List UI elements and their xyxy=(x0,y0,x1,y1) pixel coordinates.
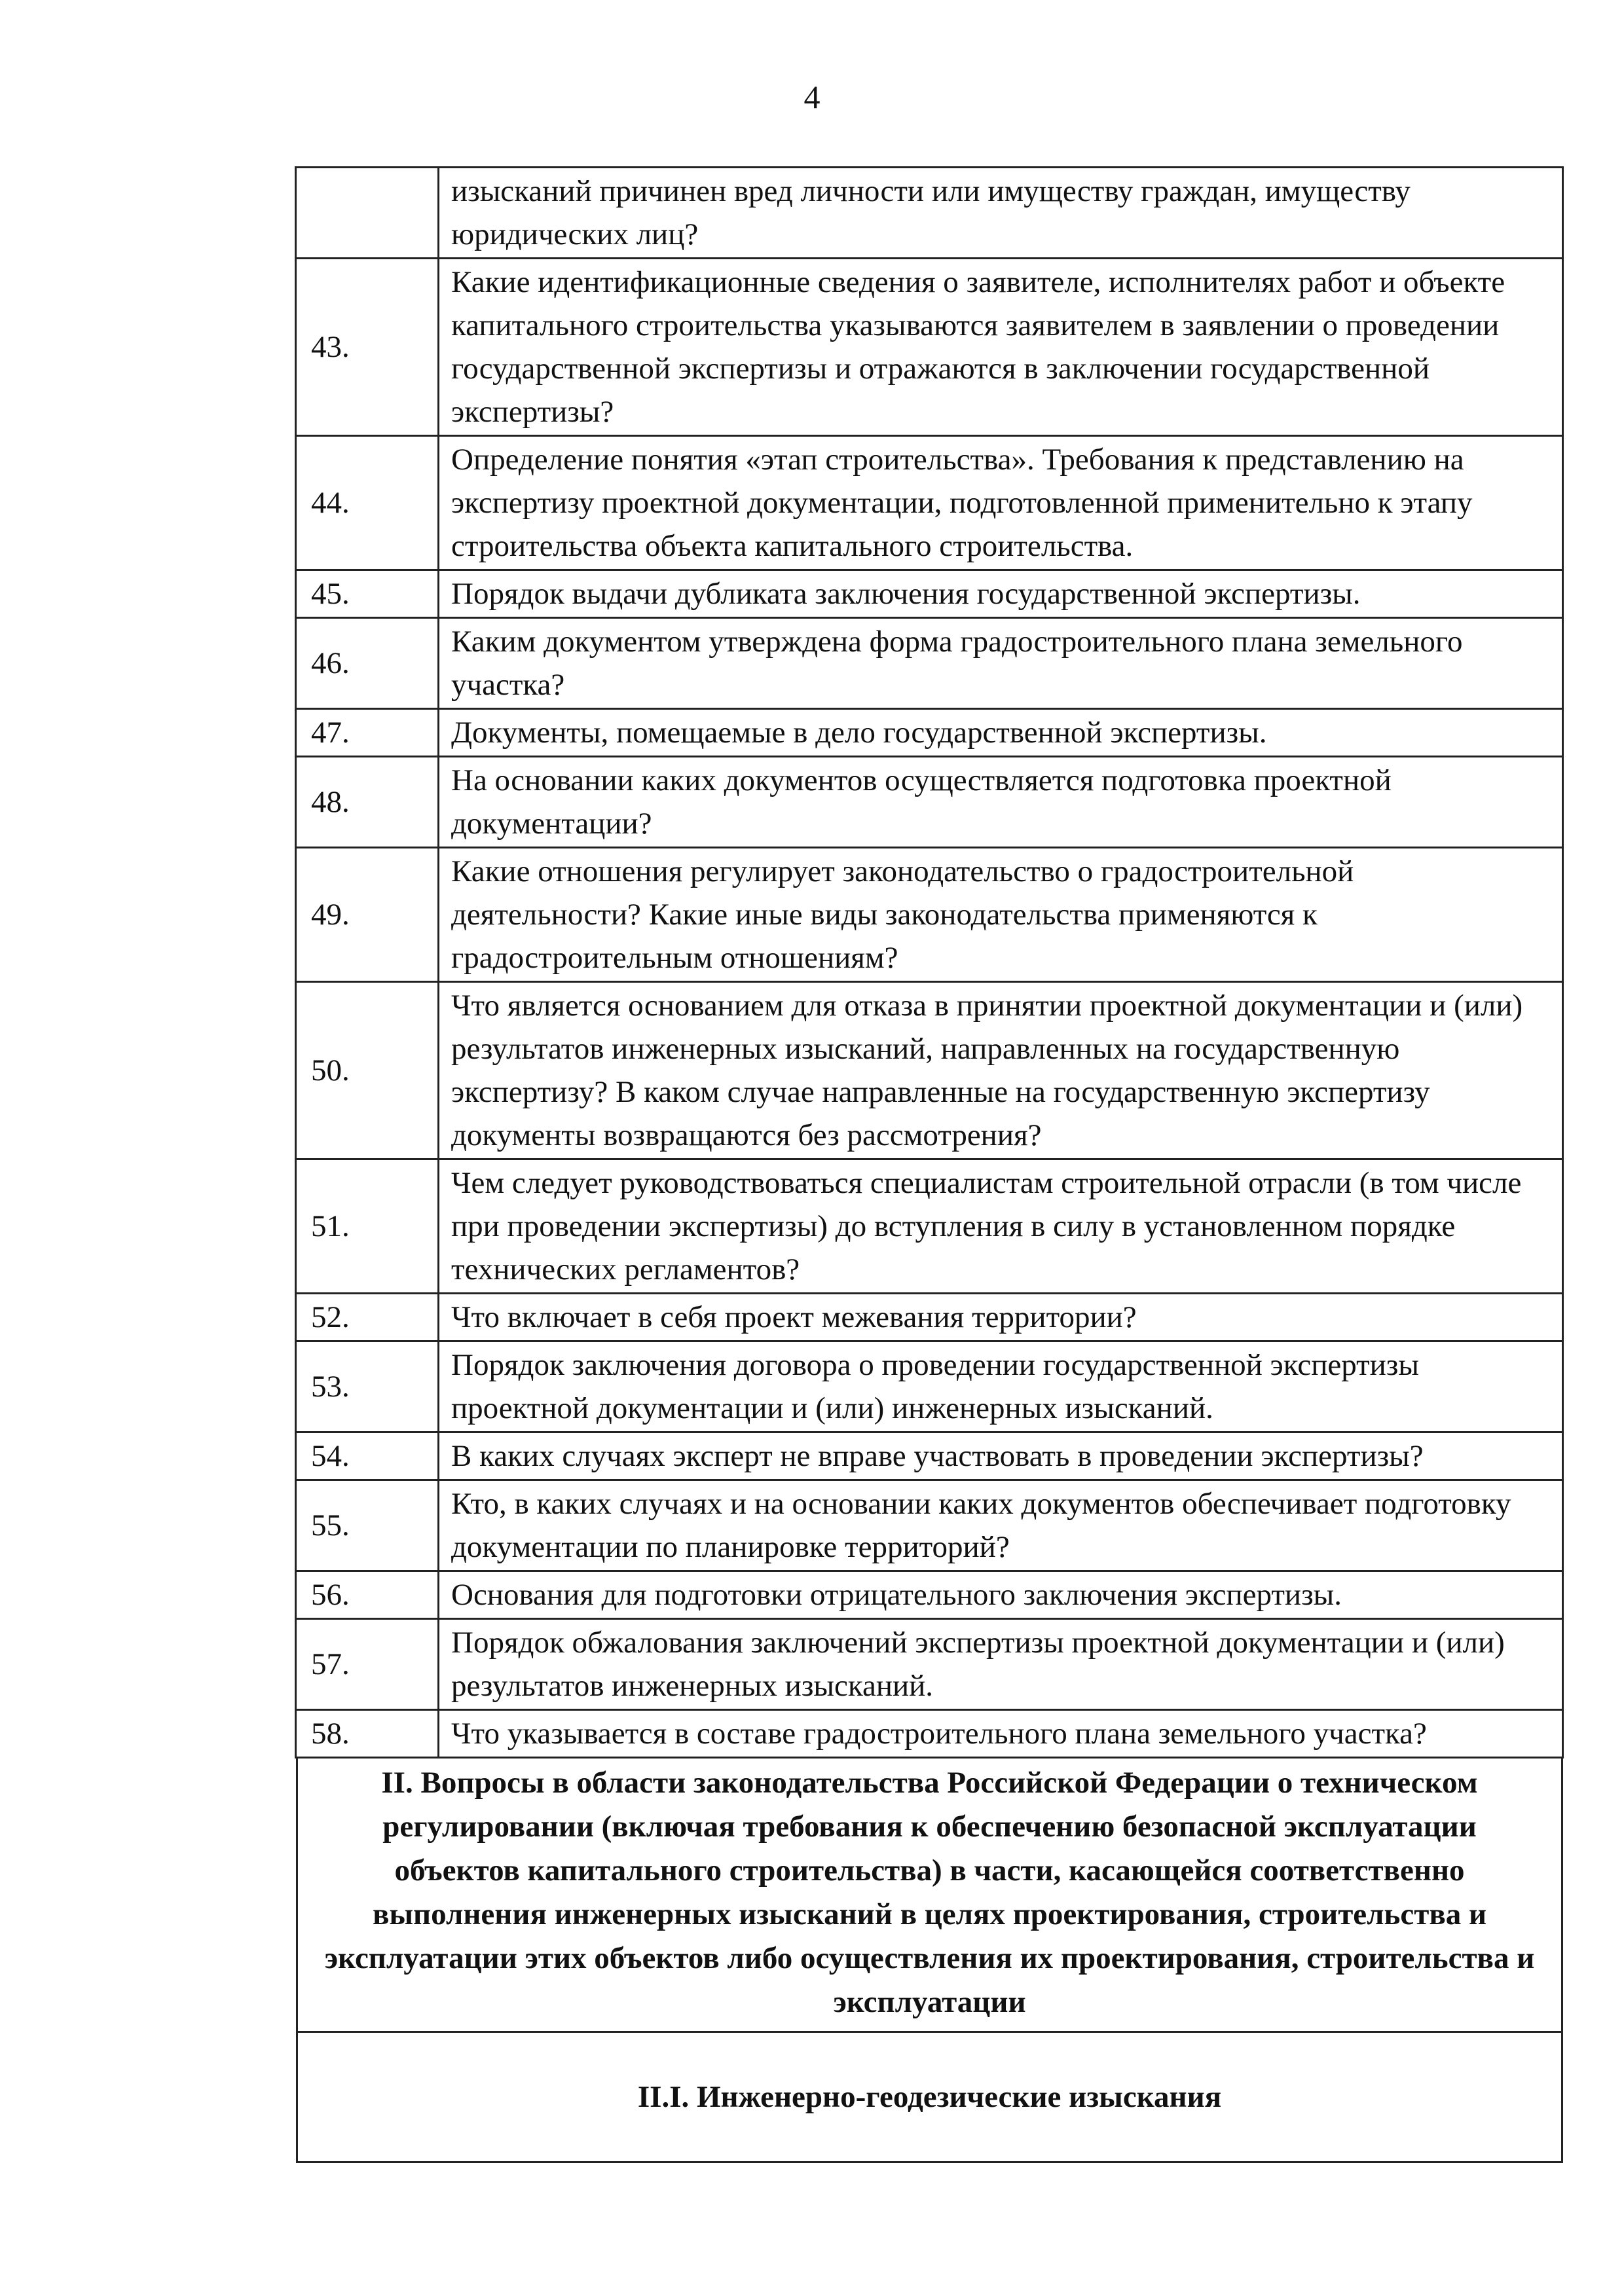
question-number xyxy=(296,168,439,259)
question-number: 53. xyxy=(296,1341,439,1432)
question-text: Документы, помещаемые в дело государственной экспертизы. xyxy=(439,709,1563,757)
table-row xyxy=(296,259,1563,436)
question-number: 49. xyxy=(296,848,439,982)
question-text: Что является основанием для отказа в принятии проектной документации и (или) результатов инженерных изысканий, направленных на государственную экспертизу? В каком случае направленные на государственную экспертизу документы возвращаются без рассмотрения? xyxy=(439,982,1563,1159)
table-row xyxy=(296,1341,1563,1432)
question-text: В каких случаях эксперт не вправе участвовать в проведении экспертизы? xyxy=(439,1432,1563,1480)
question-number: 58. xyxy=(296,1710,439,1758)
question-text: Каким документом утверждена форма градостроительного плана земельного участка? xyxy=(439,618,1563,709)
question-number: 43. xyxy=(296,259,439,436)
table-row xyxy=(296,1571,1563,1619)
question-number: 55. xyxy=(296,1480,439,1571)
question-number: 54. xyxy=(296,1432,439,1480)
table-row xyxy=(296,1480,1563,1571)
question-text: Кто, в каких случаях и на основании каких документов обеспечивает подготовку документации по планировке территорий? xyxy=(439,1480,1563,1571)
table-row xyxy=(296,1294,1563,1341)
question-number: 56. xyxy=(296,1571,439,1619)
table-row xyxy=(296,618,1563,709)
question-number: 52. xyxy=(296,1294,439,1341)
question-text: Что включает в себя проект межевания территории? xyxy=(439,1294,1563,1341)
table-row xyxy=(296,1159,1563,1294)
table-row xyxy=(296,1432,1563,1480)
table-row xyxy=(296,1619,1563,1710)
question-number: 44. xyxy=(296,436,439,570)
question-text: Что указывается в составе градостроительного плана земельного участка? xyxy=(439,1710,1563,1758)
table-row xyxy=(296,982,1563,1159)
table-row xyxy=(296,757,1563,848)
question-number: 57. xyxy=(296,1619,439,1710)
question-number: 45. xyxy=(296,570,439,618)
question-text: Какие отношения регулирует законодательство о градостроительной деятельности? Какие иные виды законодательства применяются к градостроительным отношениям? xyxy=(439,848,1563,982)
question-number: 48. xyxy=(296,757,439,848)
table-row xyxy=(296,436,1563,570)
questions-table xyxy=(295,166,1564,1758)
question-text: Порядок выдачи дубликата заключения государственной экспертизы. xyxy=(439,570,1563,618)
question-text: Какие идентификационные сведения о заявителе, исполнителях работ и объекте капитального строительства указываются заявителем в заявлении о проведении государственной экспертизы и отражаются в заключении государственной экспертизы? xyxy=(439,259,1563,436)
question-text: изысканий причинен вред личности или имуществу граждан, имуществу юридических лиц? xyxy=(439,168,1563,259)
table-row xyxy=(296,1710,1563,1758)
page-number: 4 xyxy=(803,79,821,115)
question-text: Порядок заключения договора о проведении государственной экспертизы проектной документации и (или) инженерных изысканий. xyxy=(439,1341,1563,1432)
question-text: На основании каких документов осуществляется подготовка проектной документации? xyxy=(439,757,1563,848)
question-text: Основания для подготовки отрицательного заключения экспертизы. xyxy=(439,1571,1563,1619)
question-number: 47. xyxy=(296,709,439,757)
question-number: 46. xyxy=(296,618,439,709)
subsection-heading: II.I. Инженерно-геодезические изыскания xyxy=(637,2080,1222,2114)
question-text: Чем следует руководствоваться специалистам строительной отрасли (в том числе при проведении экспертизы) до вступления в силу в установленном порядке технических регламентов? xyxy=(439,1159,1563,1294)
question-text: Определение понятия «этап строительства». Требования к представлению на экспертизу проектной документации, подготовленной применительно к этапу строительства объекта капитального строительства. xyxy=(439,436,1563,570)
question-number: 50. xyxy=(296,982,439,1159)
table-row xyxy=(296,570,1563,618)
section-heading: II. Вопросы в области законодательства Российской Федерации о техническом регулировании (включая требования к обеспечению безопасной эксплуатации объектов капитального строительства) в части, касающейся соответственно выполнения инженерных изысканий в целях проектирования, строительства и эксплуатации этих объектов либо осуществления их проектирования, строительства и эксплуатации xyxy=(298,1758,1561,2033)
questions-table-body xyxy=(296,168,1563,1758)
section-block xyxy=(296,1757,1563,2163)
question-number: 51. xyxy=(296,1159,439,1294)
table-row xyxy=(296,848,1563,982)
table-row xyxy=(296,168,1563,259)
question-text: Порядок обжалования заключений экспертизы проектной документации и (или) результатов инженерных изысканий. xyxy=(439,1619,1563,1710)
table-row xyxy=(296,709,1563,757)
